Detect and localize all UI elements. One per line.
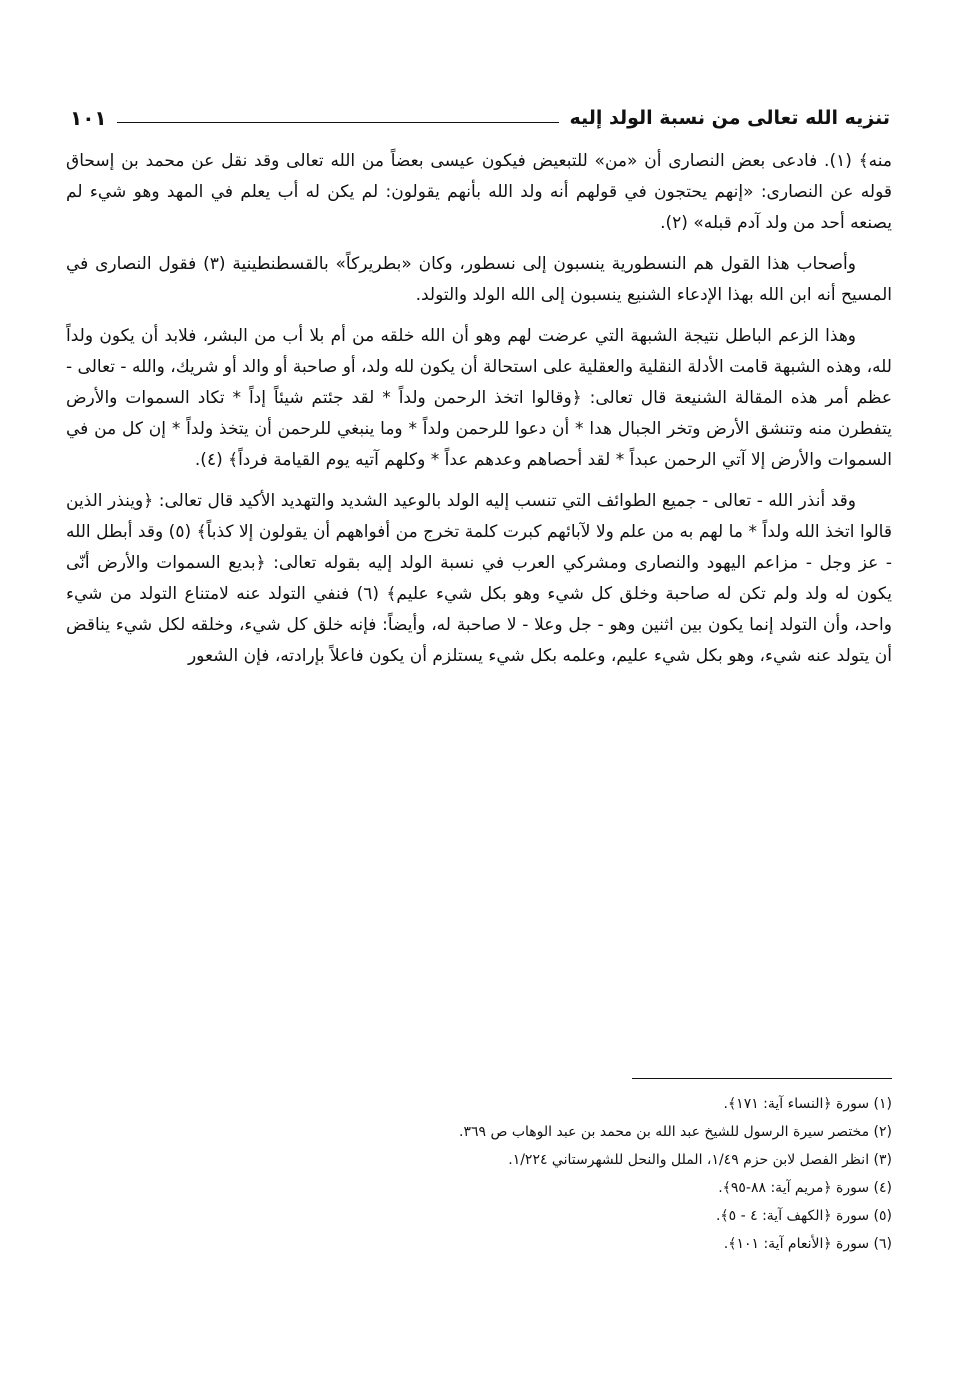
main-text (66, 146, 892, 682)
footnote-1: (١) سورة ﴿النساء آية: ١٧١﴾. (723, 1096, 892, 1112)
header-rule (117, 122, 560, 123)
page-number: ١٠١ (70, 106, 107, 130)
footnote-3: (٣) انظر الفصل لابن حزم ١/٤٩، الملل والنحل للشهرستاني ١/٢٢٤. (508, 1152, 892, 1168)
paragraph-4: وقد أنذر الله - تعالى - جميع الطوائف التي تنسب إليه الولد بالوعيد الشديد والتهديد الأكيد قال تعالى: ﴿وينذر الذين قالوا اتخذ الله ولداً * ما لهم به من علم ولا لآبائهم كبرت كلمة تخرج من أفواههم أن يقولون إلا كذباً﴾ (٥) وقد أبطل الله - عز وجل - مزاعم اليهود والنصارى ومشركي العرب في نسبة الولد إليه بقوله تعالى: ﴿بديع السموات والأرض أنّى يكون له ولد ولم تكن له صاحبة وخلق كل شيء وهو بكل شيء عليم﴾ (٦) فنفي التولد عنه لامتناع التولد من شيء واحد، وأن التولد إنما يكون بين اثنين وهو - جل وعلا - لا صاحبة له، وأيضاً: فإنه خلق كل شيء، وخلقه لكل شيء يناقض أن يتولد عنه شيء، وهو بكل شيء عليم، وعلمه بكل شيء يستلزم أن يكون فاعلاً بإرادته، فإن الشعور (66, 491, 893, 666)
footnote-2: (٢) مختصر سيرة الرسول للشيخ عبد الله بن محمد بن عبد الوهاب ص ٣٦٩. (458, 1124, 892, 1140)
paragraph-3: وهذا الزعم الباطل نتيجة الشبهة التي عرضت لهم وهو أن الله خلقه من أم بلا أب من البشر، فلابد أن يكون ولداً لله، وهذه الشبهة قامت الأدلة النقلية والعقلية على استحالة أن يكون لله ولد، أو صاحبة أو والد أو شريك، والله - تعالى - عظم أمر هذه المقالة الشنيعة قال تعالى: ﴿وقالوا اتخذ الرحمن ولداً * لقد جئتم شيئاً إداً * تكاد السموات والأرض يتفطرن منه وتنشق الأرض وتخر الجبال هدا * أن دعوا للرحمن ولداً * وما ينبغي للرحمن أن يتخذ ولداً * إن كل من في السموات والأرض إلا آتي الرحمن عبداً * لقد أحصاهم وعدهم عداً * وكلهم آتيه يوم القيامة فرداً﴾ (٤). (66, 326, 892, 470)
paragraph-2: وأصحاب هذا القول هم النسطورية ينسبون إلى نسطور، وكان «بطريركاً» بالقسطنطينية (٣) فقول النصارى في المسيح أنه ابن الله بهذا الإدعاء الشنيع ينسبون إلى الله الولد والتولد. (66, 254, 892, 305)
paragraph-1: منه﴾ (١). فادعى بعض النصارى أن «من» للتبعيض فيكون عيسى بعضاً من الله تعالى وقد نقل عن محمد بن إسحاق قوله عن النصارى: «إنهم يحتجون في قولهم أنه ولد الله بأنهم يقولون: لم يكن له أب يعلم في المهد وهو شيء لم يصنعه أحد من ولد آدم قبله» (٢). (66, 151, 892, 233)
header-title: تنزيه الله تعالى من نسبة الولد إليه (569, 107, 890, 129)
footnote-4: (٤) سورة ﴿مريم آية: ٨٨-٩٥﴾. (718, 1180, 892, 1196)
footnotes (66, 1090, 892, 1258)
running-header (70, 100, 890, 136)
footnote-5: (٥) سورة ﴿الكهف آية: ٤ - ٥﴾. (715, 1208, 892, 1224)
footnote-6: (٦) سورة ﴿الأنعام آية: ١٠١﴾. (723, 1236, 892, 1252)
footnote-rule (632, 1078, 892, 1079)
